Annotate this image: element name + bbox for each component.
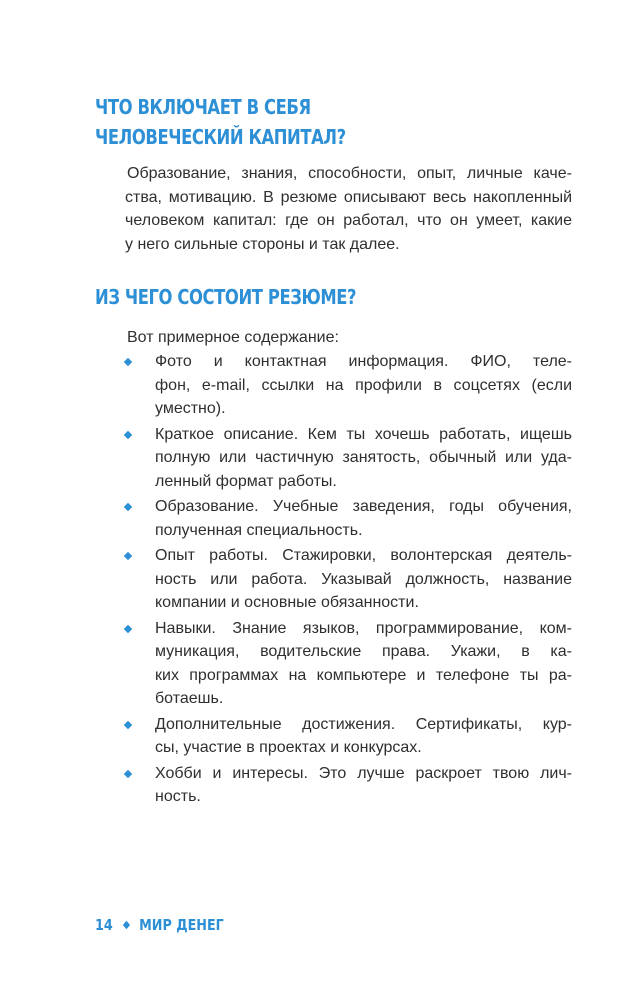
list-item-line: ность или работа. Указывай должность, название xyxy=(155,570,572,588)
diamond-icon xyxy=(124,503,132,511)
resume-intro: Вот примерное содержание: xyxy=(127,329,339,346)
list-item-line: сы, участие в проектах и конкурсах. xyxy=(155,739,422,756)
list-item-line: компании и основные обязанности. xyxy=(155,594,419,611)
paragraph-line: у него сильные стороны и так далее. xyxy=(125,235,400,253)
section-heading-human-capital xyxy=(95,92,346,152)
list-item-line: ленный формат работы. xyxy=(155,472,337,490)
list-item xyxy=(125,544,572,615)
page-number: 14 xyxy=(95,916,113,934)
heading-line: ИЗ ЧЕГО СОСТОИТ РЕЗЮМЕ? xyxy=(95,285,357,309)
list-item-line: фон, e-mail, ссылки на профили в соцсетях (если xyxy=(155,376,572,394)
list-item-line: Навыки. Знание языков, программирование, ком- xyxy=(155,619,572,637)
diamond-icon xyxy=(124,769,132,777)
list-item-line: ботаешь. xyxy=(155,690,224,707)
list-item xyxy=(125,423,572,494)
heading-line: ЧТО ВКЛЮЧАЕТ В СЕБЯ xyxy=(95,95,311,119)
diamond-icon xyxy=(124,624,132,632)
book-title: МИР ДЕНЕГ xyxy=(139,916,224,934)
page-footer xyxy=(95,913,224,937)
list-item-line: уместно). xyxy=(155,400,226,417)
list-item-line: полученная специальность. xyxy=(155,521,363,539)
list-item-line: Опыт работы. Стажировки, волонтерская деятель- xyxy=(155,547,572,564)
paragraph-line: Образование, знания, способности, опыт, личные каче- xyxy=(127,165,572,182)
diamond-icon xyxy=(123,921,130,929)
list-item xyxy=(125,350,572,421)
diamond-icon xyxy=(124,430,132,438)
paragraph-line: ства, мотивацию. В резюме описывают весь накопленный xyxy=(125,188,572,206)
paragraph-line: человеком капитал: где он работал, что он умеет, какие xyxy=(125,212,572,229)
diamond-icon xyxy=(124,720,132,728)
list-item-line: полную или частичную занятость, обычный или уда- xyxy=(155,449,572,466)
section-heading-resume xyxy=(95,282,356,312)
list-item xyxy=(125,617,572,711)
diamond-icon xyxy=(124,358,132,366)
list-item xyxy=(125,495,572,542)
list-item-line: Образование. Учебные заведения, годы обучения, xyxy=(155,498,572,515)
list-item-line: Краткое описание. Кем ты хочешь работать, ищешь xyxy=(155,425,572,443)
list-item-line: Хобби и интересы. Это лучше раскроет твою лич- xyxy=(155,764,572,782)
list-item-line: ность. xyxy=(155,788,201,805)
list-item-line: ких программах на компьютере и телефоне ты ра- xyxy=(155,666,572,684)
paragraph-human-capital xyxy=(125,162,572,256)
list-item xyxy=(125,713,572,760)
list-item-line: муникация, водительские права. Укажи, в ка- xyxy=(155,643,572,660)
resume-contents-list xyxy=(125,350,572,811)
list-item-line: Фото и контактная информация. ФИО, теле- xyxy=(155,353,572,370)
list-item xyxy=(125,762,572,809)
list-item-line: Дополнительные достижения. Сертификаты, кур- xyxy=(155,715,572,733)
diamond-icon xyxy=(124,552,132,560)
heading-line: ЧЕЛОВЕЧЕСКИЙ КАПИТАЛ? xyxy=(95,125,346,149)
